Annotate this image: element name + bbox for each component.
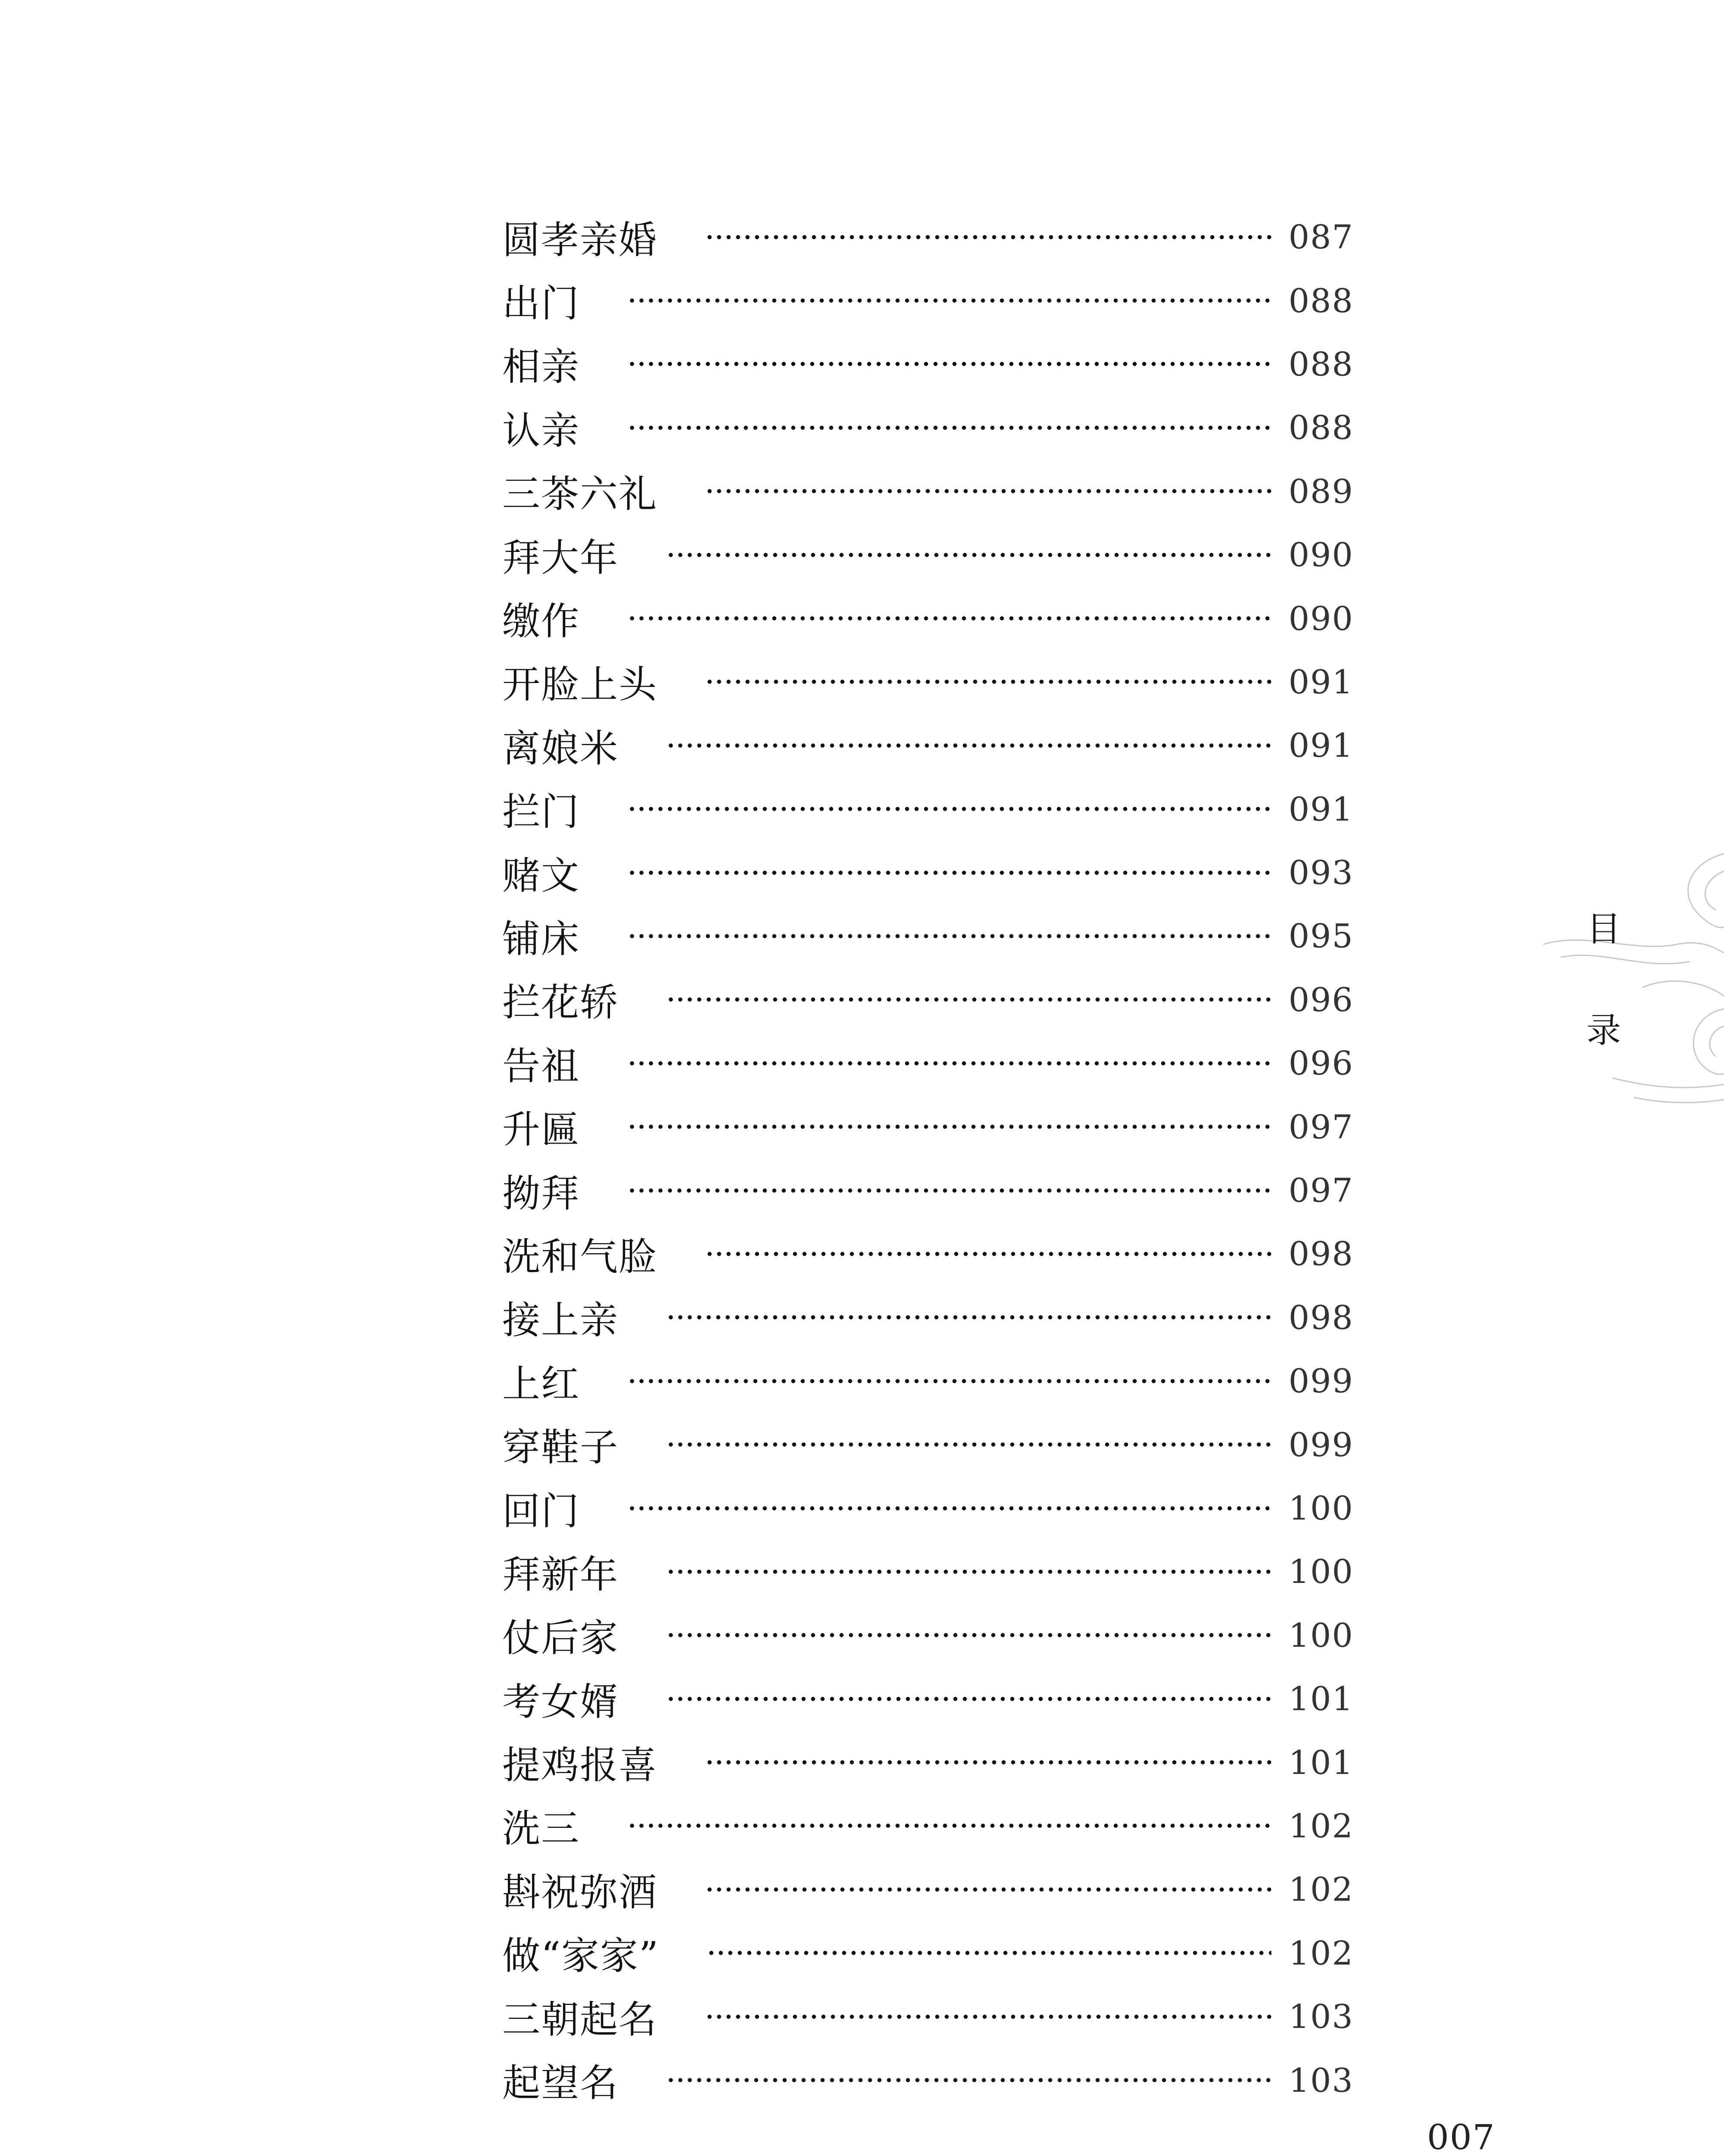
- toc-entry-title: 相亲: [502, 345, 580, 389]
- toc-entry[interactable]: [502, 205, 1354, 269]
- toc-entry[interactable]: [502, 1031, 1354, 1095]
- toc-entry[interactable]: [502, 714, 1354, 777]
- dot-leader: [627, 934, 1271, 938]
- dot-leader: [627, 616, 1271, 620]
- toc-entry-page: 091: [1288, 726, 1354, 765]
- dot-leader: [666, 1315, 1271, 1319]
- dot-leader: [707, 1951, 1271, 1955]
- dot-leader: [705, 2015, 1271, 2019]
- toc-entry-page: 090: [1288, 599, 1354, 638]
- toc-entry-page: 088: [1288, 408, 1354, 447]
- dot-leader: [705, 1887, 1271, 1892]
- dot-leader: [627, 1506, 1271, 1510]
- toc-entry[interactable]: [502, 1159, 1354, 1222]
- table-of-contents: [502, 205, 1354, 2112]
- toc-entry-page: 091: [1288, 790, 1354, 828]
- dot-leader: [705, 489, 1271, 493]
- dot-leader: [666, 1633, 1271, 1637]
- dot-leader: [627, 362, 1271, 366]
- dot-leader: [627, 1125, 1271, 1129]
- toc-entry-title: 洗和气脸: [502, 1234, 658, 1279]
- toc-entry-page: 087: [1288, 218, 1354, 257]
- toc-entry-page: 101: [1288, 1680, 1354, 1718]
- dot-leader: [627, 871, 1271, 875]
- toc-entry-title: 洗三: [502, 1806, 580, 1851]
- page-number: 007: [1427, 2117, 1496, 2156]
- toc-entry[interactable]: [502, 841, 1354, 904]
- toc-entry[interactable]: [502, 777, 1354, 841]
- toc-entry-title: 圆孝亲婚: [502, 217, 658, 262]
- dot-leader: [627, 1061, 1271, 1065]
- toc-entry-title: 回门: [502, 1489, 580, 1533]
- dot-leader: [627, 1824, 1271, 1828]
- toc-entry-title: 拜大年: [502, 535, 619, 580]
- toc-entry[interactable]: [502, 1858, 1354, 1921]
- toc-entry-title: 离娘米: [502, 726, 619, 771]
- dot-leader: [627, 1379, 1271, 1383]
- toc-entry-page: 099: [1288, 1425, 1354, 1464]
- toc-entry-title: 斟祝弥酒: [502, 1870, 658, 1915]
- dot-leader: [666, 743, 1271, 748]
- dot-leader: [705, 680, 1271, 684]
- dot-leader: [666, 2078, 1271, 2082]
- cloud-ornament-icon: [1535, 845, 1724, 1125]
- dot-leader: [705, 1252, 1271, 1256]
- toc-entry-page: 090: [1288, 536, 1354, 574]
- toc-entry-title: 赌文: [502, 853, 580, 898]
- toc-entry[interactable]: [502, 968, 1354, 1031]
- toc-entry-page: 102: [1288, 1870, 1354, 1909]
- toc-entry[interactable]: [502, 1604, 1354, 1667]
- toc-entry-title: 三朝起名: [502, 1997, 658, 2042]
- toc-entry[interactable]: [502, 1413, 1354, 1476]
- toc-entry-page: 093: [1288, 853, 1354, 892]
- toc-entry-page: 088: [1288, 345, 1354, 383]
- toc-entry-title: 三茶六礼: [502, 472, 658, 517]
- toc-entry-page: 099: [1288, 1362, 1354, 1401]
- toc-entry[interactable]: [502, 523, 1354, 586]
- dot-leader: [666, 553, 1271, 557]
- toc-entry[interactable]: [502, 396, 1354, 459]
- toc-entry-title: 穿鞋子: [502, 1425, 619, 1470]
- toc-entry-title: 提鸡报喜: [502, 1743, 658, 1788]
- toc-entry-page: 095: [1288, 917, 1354, 956]
- toc-entry-page: 097: [1288, 1107, 1354, 1146]
- toc-entry-title: 考女婿: [502, 1679, 619, 1724]
- toc-entry-title: 做“家家”: [502, 1934, 659, 1978]
- toc-entry-page: 096: [1288, 980, 1354, 1019]
- toc-entry-title: 铺床: [502, 916, 580, 961]
- toc-entry-title: 接上亲: [502, 1298, 619, 1343]
- toc-entry-page: 091: [1288, 662, 1354, 701]
- toc-entry[interactable]: [502, 1286, 1354, 1349]
- toc-entry[interactable]: [502, 904, 1354, 968]
- toc-entry-title: 缴作: [502, 599, 580, 644]
- toc-entry-page: 096: [1288, 1044, 1354, 1083]
- toc-entry-page: 098: [1288, 1235, 1354, 1273]
- toc-entry[interactable]: [502, 1730, 1354, 1794]
- toc-entry-page: 102: [1288, 1934, 1354, 1972]
- toc-entry[interactable]: [502, 1476, 1354, 1540]
- toc-entry-title: 起望名: [502, 2061, 619, 2106]
- toc-entry[interactable]: [502, 1667, 1354, 1730]
- dot-leader: [627, 298, 1271, 303]
- dot-leader: [666, 1570, 1271, 1574]
- toc-entry-title: 拜新年: [502, 1552, 619, 1597]
- toc-entry-page: 100: [1288, 1616, 1354, 1655]
- toc-entry-title: 拦门: [502, 790, 580, 834]
- toc-entry-title: 开脸上头: [502, 662, 658, 707]
- toc-entry-page: 101: [1288, 1743, 1354, 1782]
- toc-entry-title: 拗拜: [502, 1171, 580, 1216]
- toc-entry[interactable]: [502, 1222, 1354, 1285]
- toc-entry-page: 089: [1288, 472, 1354, 511]
- toc-entry[interactable]: [502, 1985, 1354, 2048]
- toc-entry[interactable]: [502, 586, 1354, 650]
- dot-leader: [627, 426, 1271, 430]
- toc-entry[interactable]: [502, 1349, 1354, 1413]
- toc-entry-title: 上红: [502, 1361, 580, 1406]
- dot-leader: [666, 997, 1271, 1002]
- toc-entry[interactable]: [502, 1794, 1354, 1858]
- toc-entry-title: 仗后家: [502, 1616, 619, 1661]
- section-label-vertical: [1582, 901, 1625, 1052]
- toc-entry-page: 097: [1288, 1171, 1354, 1210]
- section-label-char: 录: [1586, 1010, 1621, 1050]
- toc-entry-title: 认亲: [502, 408, 580, 453]
- toc-entry[interactable]: [502, 269, 1354, 332]
- dot-leader: [666, 1442, 1271, 1447]
- toc-entry-page: 103: [1288, 2061, 1354, 2100]
- toc-entry[interactable]: [502, 650, 1354, 714]
- toc-entry-page: 088: [1288, 281, 1354, 320]
- toc-entry-page: 102: [1288, 1806, 1354, 1845]
- dot-leader: [627, 807, 1271, 811]
- toc-entry[interactable]: [502, 460, 1354, 523]
- toc-entry[interactable]: [502, 1921, 1354, 1985]
- toc-entry[interactable]: [502, 332, 1354, 396]
- toc-entry[interactable]: [502, 1095, 1354, 1158]
- toc-entry-page: 100: [1288, 1552, 1354, 1591]
- toc-entry-title: 告祖: [502, 1044, 580, 1088]
- toc-entry-title: 出门: [502, 281, 580, 326]
- toc-entry-page: 103: [1288, 1997, 1354, 2036]
- toc-entry-title: 升匾: [502, 1107, 580, 1152]
- dot-leader: [705, 235, 1271, 239]
- toc-entry[interactable]: [502, 2048, 1354, 2112]
- dot-leader: [666, 1697, 1271, 1701]
- toc-entry-page: 100: [1288, 1489, 1354, 1527]
- section-label-char: 目: [1586, 909, 1621, 949]
- toc-entry-page: 098: [1288, 1298, 1354, 1337]
- toc-entry[interactable]: [502, 1540, 1354, 1603]
- dot-leader: [627, 1188, 1271, 1193]
- dot-leader: [705, 1760, 1271, 1764]
- toc-entry-title: 拦花轿: [502, 980, 619, 1025]
